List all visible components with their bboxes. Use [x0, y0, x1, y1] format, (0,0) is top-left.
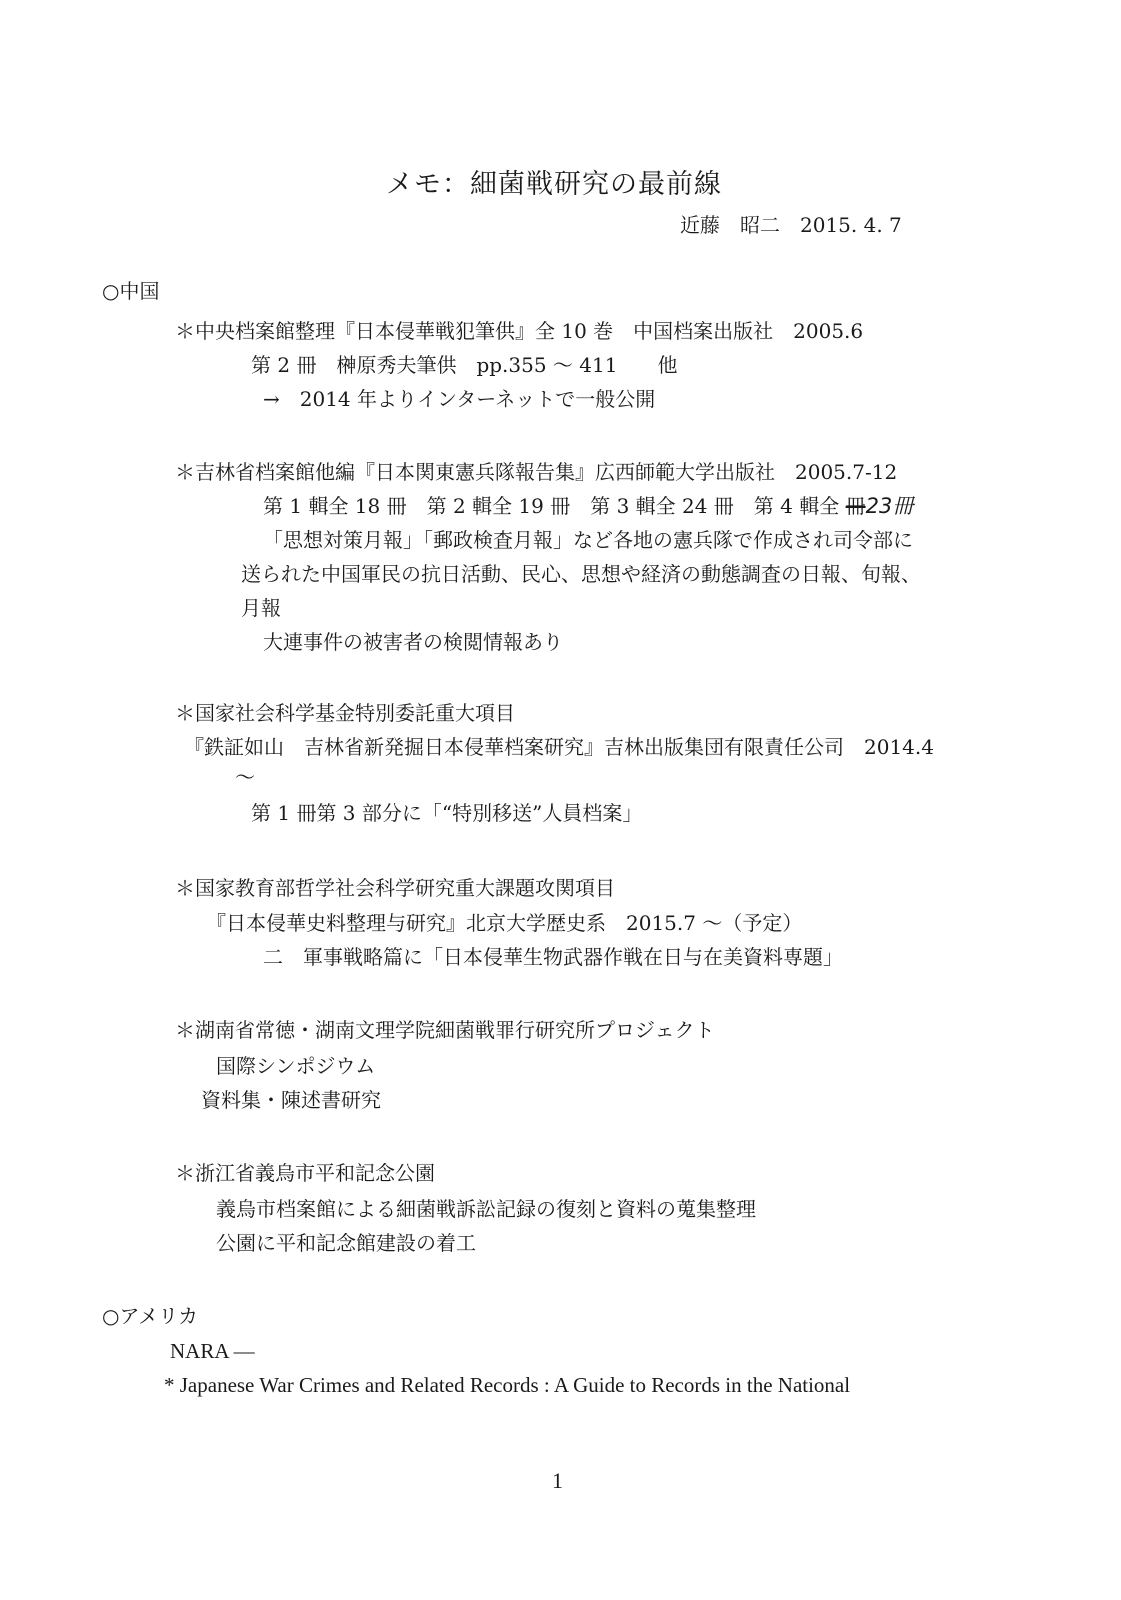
handwritten-correction: 23冊	[865, 494, 914, 518]
china-item3-line4: 第 1 冊第 3 部分に「“特別移送”人員档案」	[251, 801, 643, 825]
author-date: 近藤 昭二 2015. 4. 7	[680, 213, 902, 237]
china-item6-line3: 公園に平和記念館建設の着工	[216, 1231, 476, 1255]
china-item2-volumes: 第 1 輯全 18 冊 第 2 輯全 19 冊 第 3 輯全 24 冊 第 4 輯全	[263, 494, 846, 518]
america-line2: * Japanese War Crimes and Related Records : A Guide to Records in the National	[164, 1373, 851, 1397]
china-item2-line5: 月報	[241, 596, 281, 620]
china-item3-line2: 『鉄証如山 吉林省新発掘日本侵華档案研究』吉林出版集団有限責任公司 2014.4	[184, 735, 934, 759]
china-item3-line3: ～	[235, 765, 255, 789]
china-item4-line1: ＊国家教育部哲学社会科学研究重大課題攻関項目	[175, 876, 615, 900]
china-item2-line1: ＊吉林省档案館他編『日本関東憲兵隊報告集』広西師範大学出版社 2005.7-12	[175, 460, 898, 484]
section-heading-china: ○中国	[102, 279, 160, 303]
america-line1: NARA ―	[170, 1339, 255, 1363]
struck-text: 冊	[845, 494, 866, 518]
china-item4-line2: 『日本侵華史料整理与研究』北京大学歴史系 2015.7 ～（予定）	[206, 911, 803, 935]
china-item5-line1: ＊湖南省常徳・湖南文理学院細菌戦罪行研究所プロジェクト	[175, 1018, 715, 1042]
section-heading-america: ○アメリカ	[102, 1304, 199, 1328]
china-item2-line6: 大連事件の被害者の検閲情報あり	[263, 630, 563, 654]
page-title: メモ：細菌戦研究の最前線	[386, 169, 722, 200]
china-item6-line1: ＊浙江省義烏市平和記念公園	[175, 1161, 435, 1185]
china-item4-line3: 二 軍事戦略篇に「日本侵華生物武器作戦在日与在美資料専題」	[263, 945, 843, 969]
page-number: 1	[552, 1468, 563, 1493]
china-item1-line2: 第 2 冊 榊原秀夫筆供 pp.355 ～ 411 他	[251, 353, 678, 377]
china-item2-line2	[263, 493, 913, 519]
china-item5-line3: 資料集・陳述書研究	[201, 1088, 381, 1112]
china-item2-line3: 「思想対策月報」「郵政検査月報」など各地の憲兵隊で作成され司令部に	[263, 528, 913, 552]
china-item3-line1: ＊国家社会科学基金特別委託重大項目	[175, 701, 515, 725]
china-item1-line3: → 2014 年よりインターネットで一般公開	[263, 387, 656, 411]
china-item1-line1: ＊中央档案館整理『日本侵華戦犯筆供』全 10 巻 中国档案出版社 2005.6	[175, 319, 864, 343]
china-item2-line4: 送られた中国軍民の抗日活動、民心、思想や経済の動態調査の日報、旬報、	[241, 562, 921, 586]
china-item5-line2: 国際シンポジウム	[216, 1054, 376, 1078]
china-item6-line2: 義烏市档案館による細菌戦訴訟記録の復刻と資料の蒐集整理	[216, 1197, 756, 1221]
